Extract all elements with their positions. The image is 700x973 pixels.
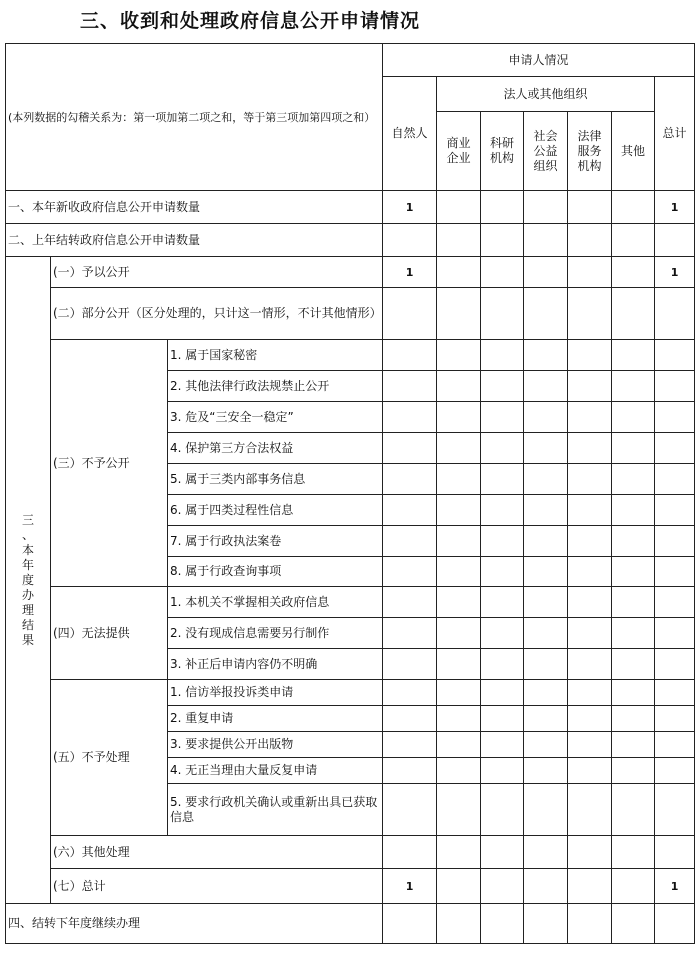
- row-sublabel: 6. 属于四类过程性信息: [168, 495, 383, 526]
- row-sublabel: 7. 属于行政执法案卷: [168, 526, 383, 557]
- table-row: [6, 587, 695, 618]
- header-business: 商业 企业: [437, 112, 481, 191]
- table-row: [6, 680, 695, 706]
- cell-value: 1: [383, 191, 437, 224]
- header-total: 总计: [655, 77, 695, 191]
- header-other: 其他: [612, 112, 655, 191]
- row-sublabel: 3. 危及“三安全一稳定”: [168, 402, 383, 433]
- table-row: [6, 257, 695, 288]
- row-sublabel: 8. 属于行政查询事项: [168, 557, 383, 587]
- cell-value: 1: [655, 191, 695, 224]
- row-label-other-handling: (六）其他处理: [51, 836, 383, 869]
- row-sublabel: 1. 本机关不掌握相关政府信息: [168, 587, 383, 618]
- row-sublabel: 4. 保护第三方合法权益: [168, 433, 383, 464]
- header-note: (本列数据的勾稽关系为：第一项加第二项之和，等于第三项加第四项之和）: [6, 44, 383, 191]
- row-sublabel: 3. 要求提供公开出版物: [168, 732, 383, 758]
- cell-value: 1: [383, 257, 437, 288]
- row-sublabel: 2. 重复申请: [168, 706, 383, 732]
- row-label-carry-forward: 四、结转下年度继续办理: [6, 904, 383, 944]
- cell-value: 1: [383, 869, 437, 904]
- header-social: 社会 公益 组织: [524, 112, 568, 191]
- table-row: [6, 340, 695, 371]
- results-label: 三 、 本 年 度 办 理 结 果: [6, 257, 51, 904]
- table-row: [6, 904, 695, 944]
- table-row: [6, 191, 695, 224]
- cell-value: 1: [655, 869, 695, 904]
- header-legal-service: 法律 服务 机构: [568, 112, 612, 191]
- row-sublabel: 1. 信访举报投诉类申请: [168, 680, 383, 706]
- row-label-disclose: (一）予以公开: [51, 257, 383, 288]
- header-research: 科研 机构: [481, 112, 524, 191]
- row-sublabel: 2. 没有现成信息需要另行制作: [168, 618, 383, 649]
- disclosure-stats-table: [5, 43, 695, 944]
- table-row: [6, 224, 695, 257]
- header-legal-group: 法人或其他组织: [437, 77, 655, 112]
- row-sublabel: 3. 补正后申请内容仍不明确: [168, 649, 383, 680]
- row-label-unable: (四）无法提供: [51, 587, 168, 680]
- table-row: [6, 836, 695, 869]
- table-row: [6, 869, 695, 904]
- row-label-partial: (二）部分公开（区分处理的，只计这一情形，不计其他情形）: [51, 288, 383, 340]
- row-label-not-disclose: (三）不予公开: [51, 340, 168, 587]
- row-sublabel: 1. 属于国家秘密: [168, 340, 383, 371]
- row-label-not-process: (五）不予处理: [51, 680, 168, 836]
- page-title: 三、收到和处理政府信息公开申请情况: [80, 10, 421, 32]
- row-sublabel: 5. 要求行政机关确认或重新出具已获取信息: [168, 784, 383, 836]
- row-label-carried-over: 二、上年结转政府信息公开申请数量: [6, 224, 383, 257]
- row-label-subtotal: (七）总计: [51, 869, 383, 904]
- cell-value: 1: [655, 257, 695, 288]
- header-applicant-group: 申请人情况: [383, 44, 695, 77]
- row-label-new-requests: 一、本年新收政府信息公开申请数量: [6, 191, 383, 224]
- header-natural-person: 自然人: [383, 77, 437, 191]
- row-sublabel: 4. 无正当理由大量反复申请: [168, 758, 383, 784]
- row-sublabel: 2. 其他法律行政法规禁止公开: [168, 371, 383, 402]
- row-sublabel: 5. 属于三类内部事务信息: [168, 464, 383, 495]
- table-row: [6, 288, 695, 340]
